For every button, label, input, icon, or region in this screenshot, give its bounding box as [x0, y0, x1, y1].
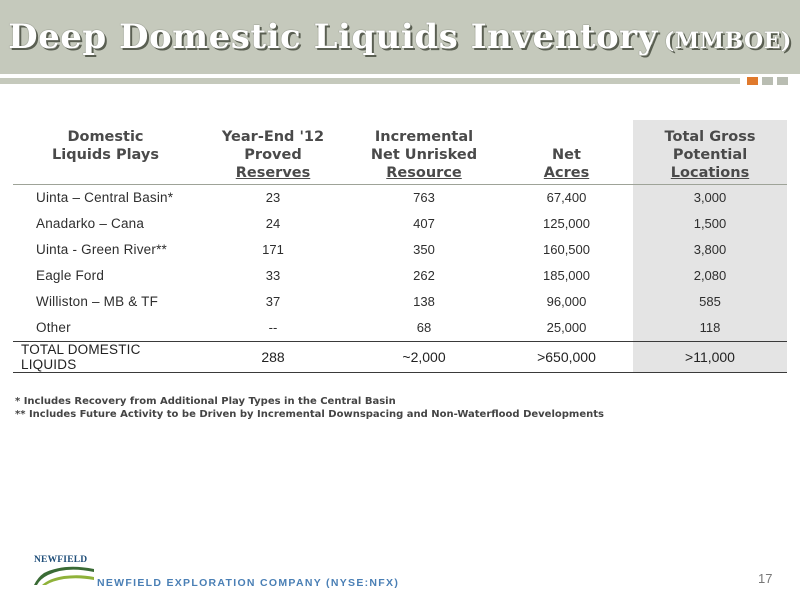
cell-play: Other [36, 320, 71, 335]
cell-reserves: 33 [265, 268, 281, 283]
cell-locations: 1,500 [633, 211, 787, 237]
header-reserves-line3: Reserves [235, 164, 311, 181]
header-plays-line2: Liquids Plays [52, 146, 159, 163]
cell-locations: 3,000 [633, 184, 787, 211]
cell-resource: 68 [416, 320, 432, 335]
header-resource [348, 120, 500, 184]
table-header-row [13, 120, 787, 184]
cell-acres: 96,000 [546, 294, 587, 309]
title-banner [0, 0, 800, 74]
total-reserves: 288 [198, 341, 348, 372]
header-locations-line3: Locations [670, 164, 750, 181]
company-name: NEWFIELD EXPLORATION COMPANY (NYSE:NFX) [97, 577, 400, 589]
table-row [13, 211, 787, 237]
header-plays [13, 120, 198, 184]
cell-resource: 763 [413, 190, 435, 205]
cell-play: Anadarko – Cana [36, 216, 145, 231]
header-locations-line2: Potential [672, 146, 748, 163]
cell-play: Eagle Ford [36, 268, 105, 283]
cell-acres: 185,000 [543, 268, 590, 283]
title-rule [0, 78, 740, 84]
cell-locations: 2,080 [633, 263, 787, 289]
slide-title-unit: (MMBOE) [663, 28, 792, 54]
accent-square-orange [747, 77, 758, 85]
cell-play: Williston – MB & TF [36, 294, 159, 309]
cell-resource: 350 [413, 242, 435, 257]
accent-square-gray-1 [762, 77, 773, 85]
cell-locations: 118 [633, 315, 787, 342]
cell-reserves: -- [268, 320, 278, 335]
header-acres-line2: Acres [543, 164, 590, 181]
header-locations-line1: Total Gross [664, 128, 756, 145]
header-acres [500, 120, 633, 184]
table-row [13, 184, 787, 211]
table-row [13, 315, 787, 342]
header-reserves [198, 120, 348, 184]
total-locations: >11,000 [633, 341, 787, 372]
slide-title-main: Deep Domestic Liquids Inventory [8, 17, 658, 57]
header-resource-line3: Resource [386, 164, 462, 181]
table-row [13, 289, 787, 315]
header-plays-line1: Domestic [67, 128, 144, 145]
cell-reserves: 24 [265, 216, 281, 231]
company-logo [34, 555, 94, 585]
table-row [13, 237, 787, 263]
cell-acres: 160,500 [543, 242, 590, 257]
cell-resource: 262 [413, 268, 435, 283]
cell-acres: 25,000 [546, 320, 587, 335]
cell-play: Uinta - Green River** [36, 242, 167, 257]
cell-reserves: 23 [265, 190, 281, 205]
cell-locations: 585 [633, 289, 787, 315]
cell-resource: 407 [413, 216, 435, 231]
header-resource-line1: Incremental [374, 128, 474, 145]
header-resource-line2: Net Unrisked [370, 146, 478, 163]
footnotes [15, 395, 604, 421]
logo-text: NEWFIELD [34, 555, 88, 565]
total-resource: ~2,000 [348, 341, 500, 372]
total-label: TOTAL DOMESTIC LIQUIDS [13, 341, 198, 372]
inventory-table [13, 120, 787, 373]
cell-play: Uinta – Central Basin* [36, 190, 174, 205]
footnote-1: * Includes Recovery from Additional Play Types in the Central Basin [15, 396, 396, 407]
slide-title [8, 17, 792, 57]
footnote-2: ** Includes Future Activity to be Driven by Incremental Downspacing and Non-Waterflood Developments [15, 409, 604, 420]
header-locations [633, 120, 787, 184]
page-number: 17 [758, 571, 773, 586]
cell-reserves: 37 [265, 294, 281, 309]
header-reserves-line2: Proved [244, 146, 302, 163]
header-reserves-line1: Year-End '12 [221, 128, 325, 145]
total-acres: >650,000 [500, 341, 633, 372]
accent-square-gray-2 [777, 77, 788, 85]
header-acres-line1: Net [552, 146, 581, 163]
cell-locations: 3,800 [633, 237, 787, 263]
cell-acres: 67,400 [546, 190, 587, 205]
cell-reserves: 171 [262, 242, 284, 257]
table-total-row [13, 341, 787, 372]
table-row [13, 263, 787, 289]
cell-resource: 138 [413, 294, 435, 309]
cell-acres: 125,000 [543, 216, 590, 231]
